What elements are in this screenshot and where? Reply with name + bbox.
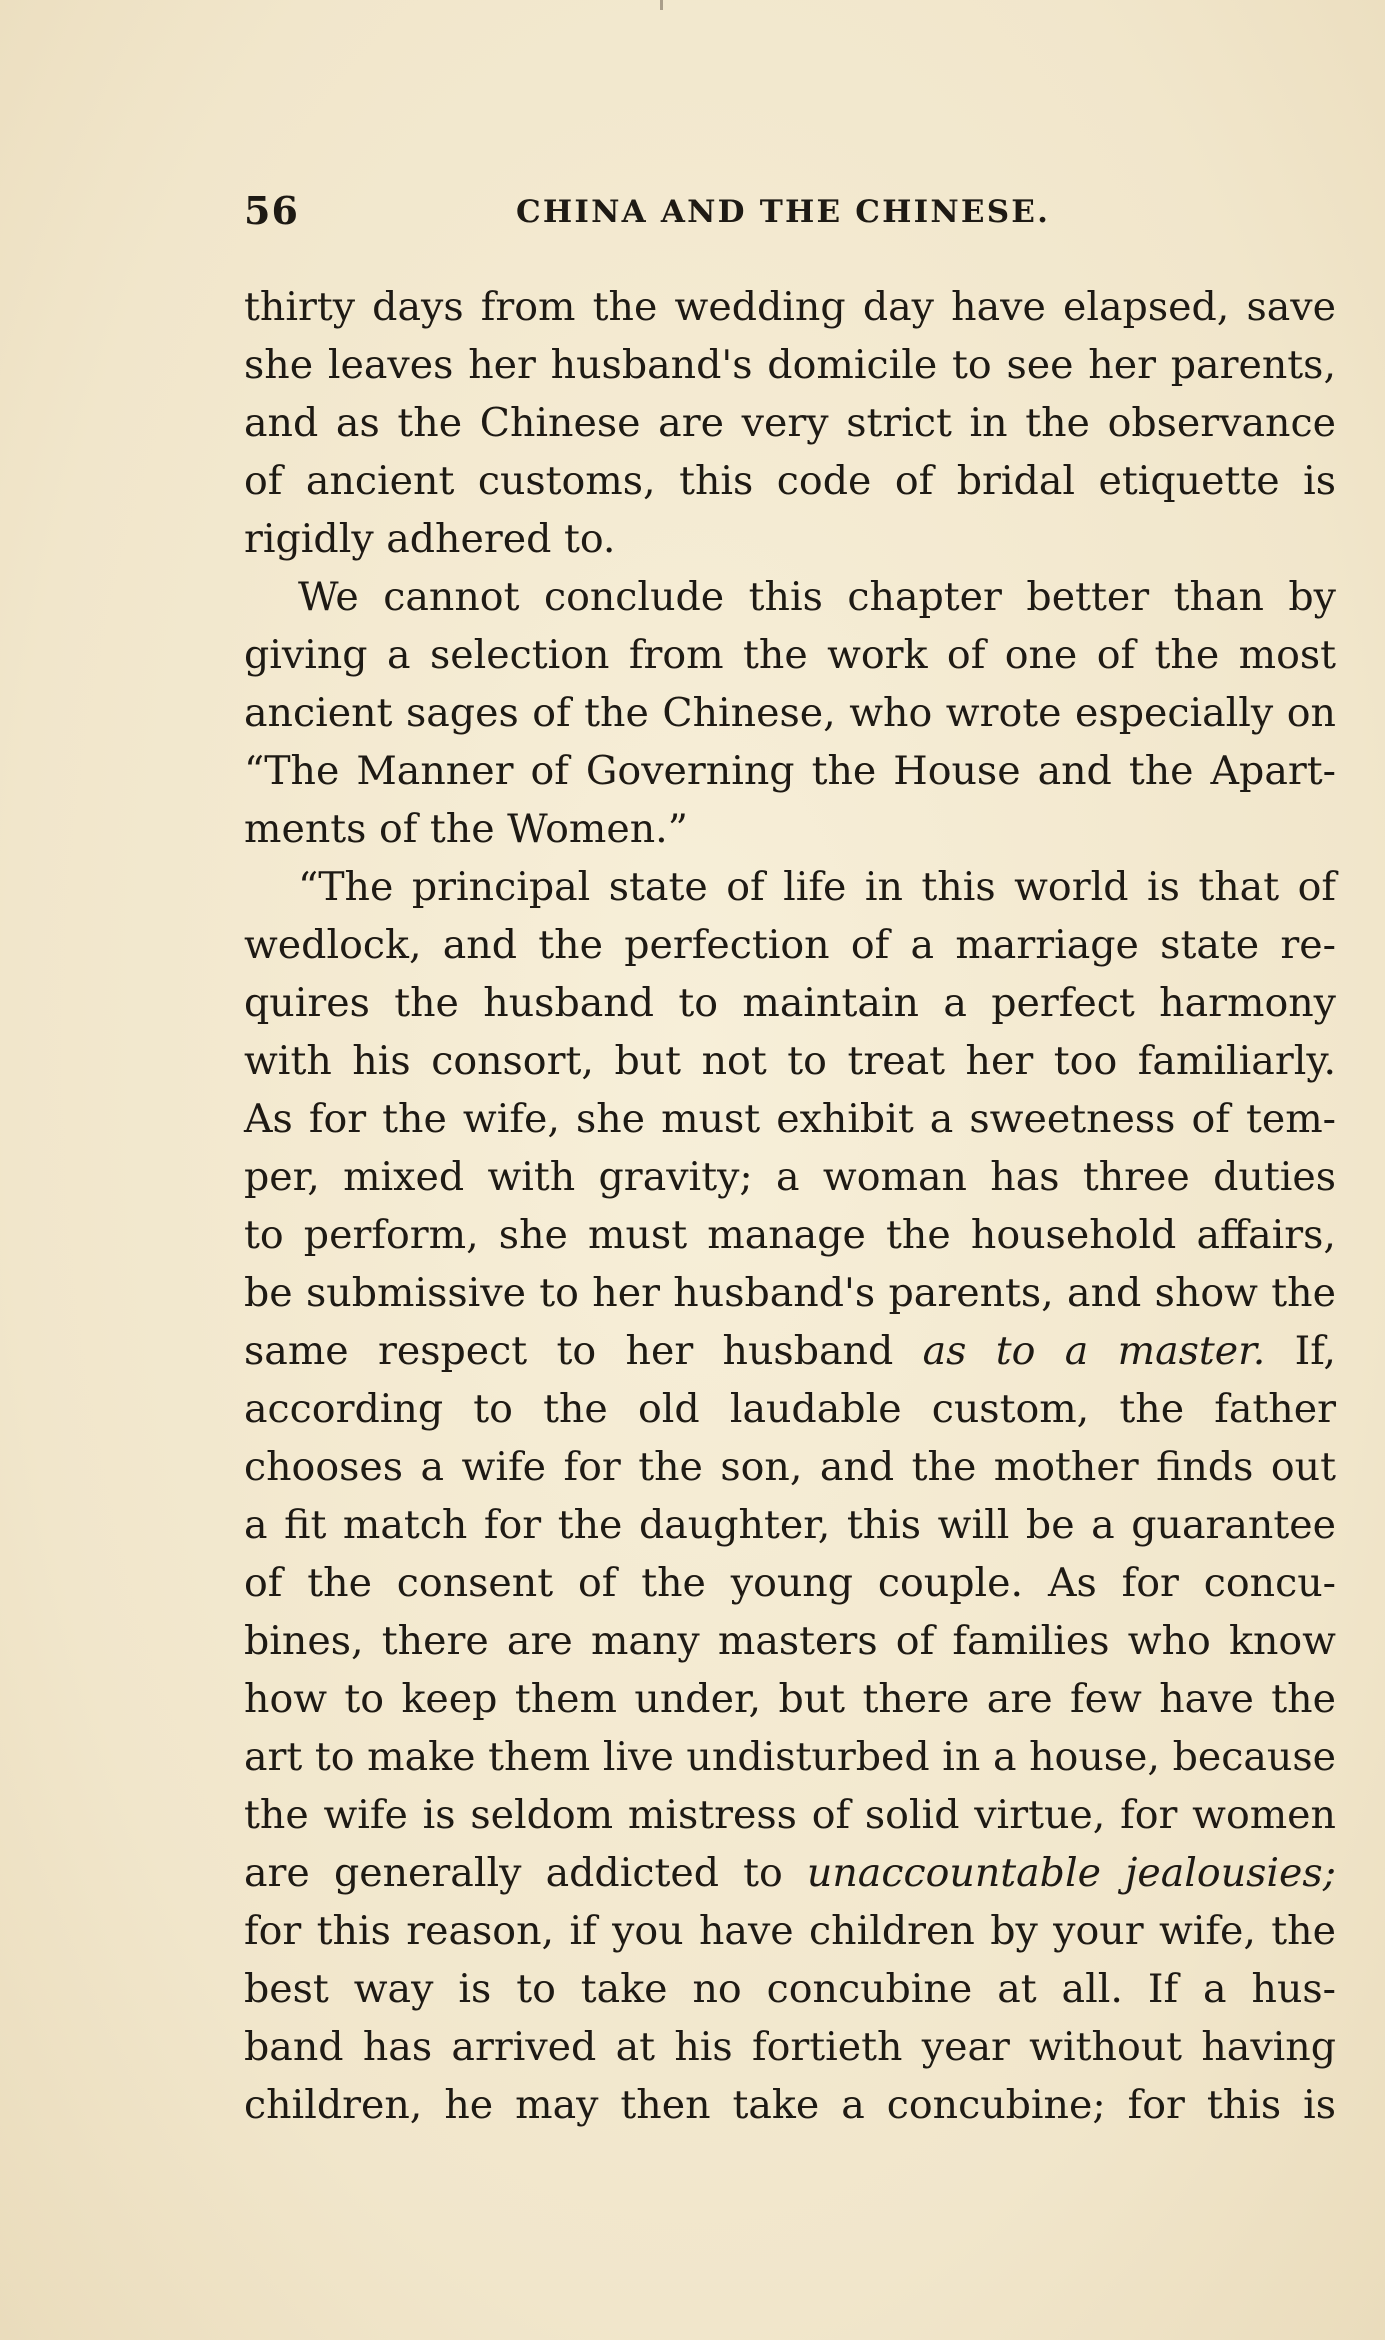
text-line: of ancient customs, this code of bridal etiquette is: [244, 458, 1336, 504]
text-line: be submissive to her husband's parents, and show the: [244, 1270, 1336, 1316]
text-line: “The principal state of life in this world is that of: [298, 864, 1336, 910]
text-line: best way is to take no concubine at all. If a hus-: [244, 1966, 1336, 2012]
ink-speck: [660, 0, 663, 10]
page-header: [244, 188, 1084, 240]
text-line: wedlock, and the perfection of a marriage state re-: [244, 922, 1336, 968]
text-line: “The Manner of Governing the House and the Apart-: [244, 748, 1336, 794]
text-line: according to the old laudable custom, the father: [244, 1386, 1336, 1432]
text-line: art to make them live undisturbed in a house, because: [244, 1734, 1336, 1780]
text-line: ments of the Women.”: [244, 806, 688, 852]
text-line: bines, there are many masters of families who know: [244, 1618, 1336, 1664]
text-line: and as the Chinese are very strict in the observance: [244, 400, 1336, 446]
text-line: are generally addicted to unaccountable jealousies;: [244, 1850, 1336, 1896]
text-line: ancient sages of the Chinese, who wrote especially on: [244, 690, 1336, 736]
text-line: We cannot conclude this chapter better than by: [298, 574, 1336, 620]
text-line: how to keep them under, but there are few have the: [244, 1676, 1336, 1722]
text-line: chooses a wife for the son, and the mother finds out: [244, 1444, 1336, 1490]
text-line: the wife is seldom mistress of solid virtue, for women: [244, 1792, 1336, 1838]
text-line: rigidly adhered to.: [244, 516, 616, 562]
text-line: to perform, she must manage the household affairs,: [244, 1212, 1336, 1258]
text-line: thirty days from the wedding day have elapsed, save: [244, 284, 1336, 330]
page-number: 56: [244, 188, 299, 233]
text-line: a fit match for the daughter, this will be a guarantee: [244, 1502, 1336, 1548]
text-line: giving a selection from the work of one of the most: [244, 632, 1336, 678]
text-line: per, mixed with gravity; a woman has three duties: [244, 1154, 1336, 1200]
text-line: same respect to her husband as to a master. If,: [244, 1328, 1336, 1374]
text-line: band has arrived at his fortieth year without having: [244, 2024, 1336, 2070]
emphasis-text: unaccountable jealousies;: [806, 1850, 1336, 1896]
emphasis-text: as to a master.: [922, 1328, 1266, 1374]
text-line: As for the wife, she must exhibit a sweetness of tem-: [244, 1096, 1336, 1142]
text-line: for this reason, if you have children by your wife, the: [244, 1908, 1336, 1954]
running-title: CHINA AND THE CHINESE.: [516, 194, 1051, 230]
text-line: with his consort, but not to treat her too familiarly.: [244, 1038, 1336, 1084]
text-line: she leaves her husband's domicile to see her parents,: [244, 342, 1336, 388]
text-line: children, he may then take a concubine; for this is: [244, 2082, 1336, 2128]
text-line: of the consent of the young couple. As for concu-: [244, 1560, 1336, 1606]
text-line: quires the husband to maintain a perfect harmony: [244, 980, 1336, 1026]
